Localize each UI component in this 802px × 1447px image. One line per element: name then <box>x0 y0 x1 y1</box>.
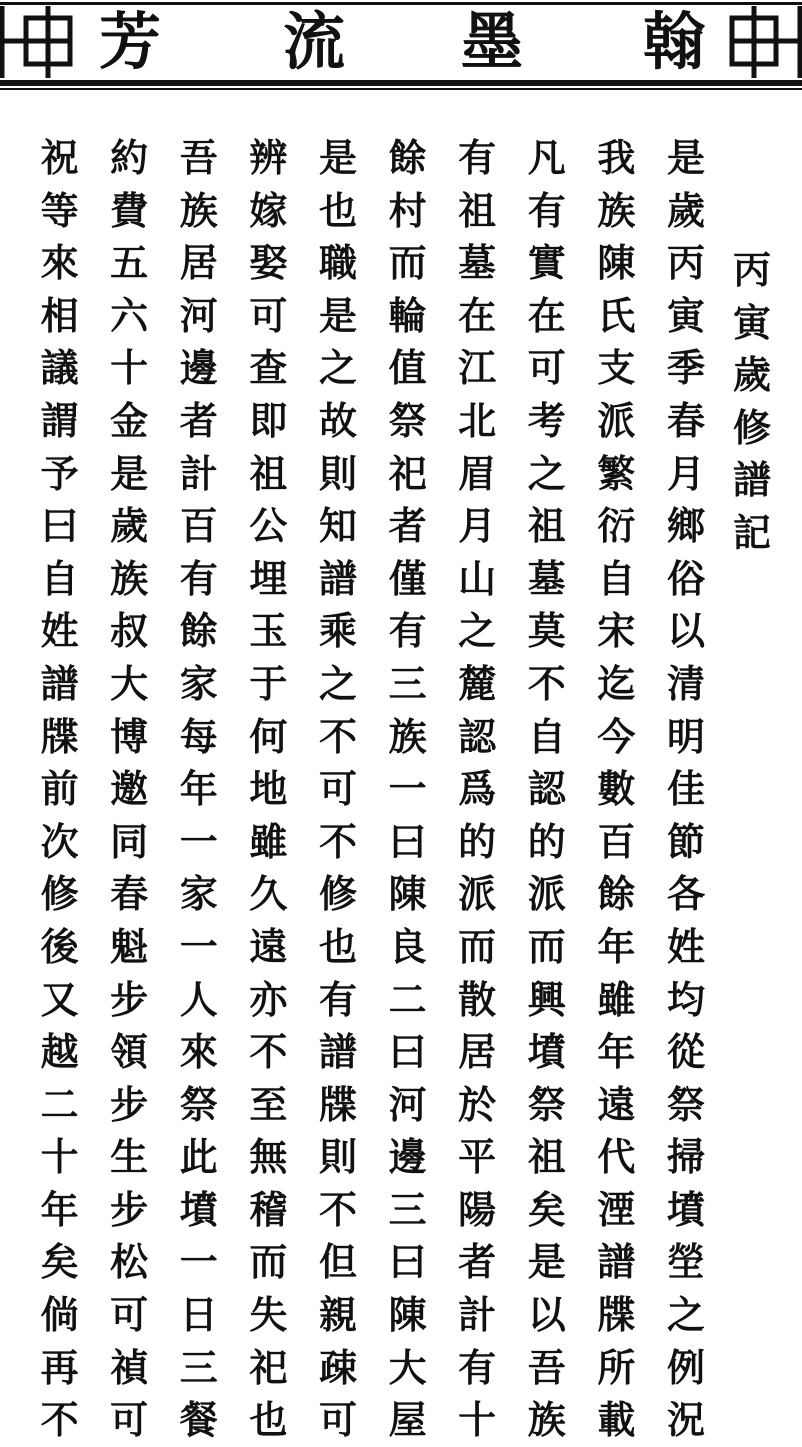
column-char: 一 <box>179 923 218 969</box>
column-char: 家 <box>179 660 218 706</box>
column-char: 姓 <box>40 608 79 654</box>
column-char: 衍 <box>597 503 636 549</box>
column-char: 陳 <box>388 871 427 917</box>
column-char: 大 <box>110 660 149 706</box>
heading-char: 寅 <box>732 299 771 345</box>
column-char: 來 <box>179 1029 218 1075</box>
column-char: 凡 <box>527 135 566 180</box>
column-char: 至 <box>249 1081 288 1127</box>
column-char: 例 <box>666 1344 705 1390</box>
column-char: 祀 <box>249 1344 288 1390</box>
column-char: 不 <box>249 1029 288 1075</box>
column-char: 埋 <box>249 555 288 601</box>
column-char: 譜 <box>318 555 357 601</box>
text-column <box>384 132 432 1447</box>
column-char: 有 <box>318 976 357 1022</box>
column-char: 墳 <box>666 1186 705 1232</box>
column-char: 有 <box>388 608 427 654</box>
header-banner <box>0 0 802 88</box>
column-char: 月 <box>458 503 497 549</box>
column-char: 輪 <box>388 292 427 338</box>
column-char: 眉 <box>458 450 497 496</box>
text-column <box>314 132 362 1447</box>
column-char: 可 <box>527 345 566 391</box>
column-char: 在 <box>527 292 566 338</box>
column-char: 越 <box>40 1029 79 1075</box>
banner-title-char-3: 墨 <box>460 5 523 78</box>
column-char: 歲 <box>110 503 149 549</box>
column-char: 是 <box>318 292 357 338</box>
column-char: 墓 <box>527 555 566 601</box>
document-body <box>28 132 788 1443</box>
column-char: 以 <box>527 1292 566 1338</box>
column-char: 牒 <box>597 1292 636 1338</box>
column-char: 值 <box>388 345 427 391</box>
column-char: 叔 <box>110 608 149 654</box>
column-char: 於 <box>458 1081 497 1127</box>
column-char: 乘 <box>318 608 357 654</box>
column-char: 而 <box>249 1239 288 1285</box>
column-char: 自 <box>40 555 79 601</box>
column-char: 三 <box>388 1186 427 1232</box>
text-column <box>36 132 84 1447</box>
column-char: 不 <box>40 1397 79 1443</box>
column-char: 祖 <box>527 1134 566 1180</box>
column-char: 大 <box>388 1344 427 1390</box>
column-char: 居 <box>179 240 218 286</box>
column-char: 遠 <box>249 923 288 969</box>
column-char: 此 <box>179 1134 218 1180</box>
column-char: 派 <box>458 871 497 917</box>
column-char: 有 <box>458 1344 497 1390</box>
column-char: 是 <box>527 1239 566 1285</box>
column-char: 湮 <box>597 1186 636 1232</box>
column-char: 曰 <box>388 1239 427 1285</box>
column-char: 之 <box>458 608 497 654</box>
column-char: 譜 <box>318 1029 357 1075</box>
column-char: 三 <box>179 1344 218 1390</box>
column-char: 況 <box>666 1397 705 1443</box>
column-char: 陳 <box>388 1292 427 1338</box>
text-column <box>523 132 571 1447</box>
column-char: 魁 <box>110 923 149 969</box>
column-char: 姓 <box>666 923 705 969</box>
column-char: 百 <box>179 503 218 549</box>
column-char: 親 <box>318 1292 357 1338</box>
column-char: 玉 <box>249 608 288 654</box>
column-char: 來 <box>40 240 79 286</box>
column-char: 餐 <box>179 1397 218 1443</box>
column-char: 莫 <box>527 608 566 654</box>
column-char: 者 <box>179 397 218 443</box>
column-char: 雖 <box>249 818 288 864</box>
column-char: 生 <box>110 1134 149 1180</box>
column-char: 氏 <box>597 292 636 338</box>
column-char: 麓 <box>458 660 497 706</box>
column-char: 查 <box>249 345 288 391</box>
text-column <box>592 132 640 1447</box>
column-char: 村 <box>388 187 427 233</box>
column-char: 地 <box>249 766 288 812</box>
column-char: 失 <box>249 1292 288 1338</box>
column-char: 所 <box>597 1344 636 1390</box>
column-char: 興 <box>527 976 566 1022</box>
column-char: 屋 <box>388 1397 427 1443</box>
column-char: 迄 <box>597 660 636 706</box>
column-char: 宋 <box>597 608 636 654</box>
column-char: 的 <box>458 818 497 864</box>
column-char: 步 <box>110 976 149 1022</box>
column-char: 計 <box>179 450 218 496</box>
column-char: 不 <box>318 818 357 864</box>
column-char: 議 <box>40 345 79 391</box>
column-char: 吾 <box>179 135 218 180</box>
column-char: 載 <box>597 1397 636 1443</box>
column-char: 在 <box>458 292 497 338</box>
column-char: 北 <box>458 397 497 443</box>
fret-ornament-left-icon <box>0 4 78 80</box>
column-char: 禎 <box>110 1344 149 1390</box>
column-char: 不 <box>318 713 357 759</box>
column-char: 以 <box>666 608 705 654</box>
column-char: 步 <box>110 1081 149 1127</box>
column-char: 之 <box>318 660 357 706</box>
column-char: 不 <box>318 1186 357 1232</box>
column-char: 月 <box>666 450 705 496</box>
column-char: 者 <box>458 1239 497 1285</box>
column-char: 等 <box>40 187 79 233</box>
column-char: 可 <box>110 1397 149 1443</box>
column-char: 考 <box>527 397 566 443</box>
column-char: 之 <box>527 450 566 496</box>
column-char: 派 <box>527 871 566 917</box>
banner-bottom-rule <box>0 80 802 86</box>
column-char: 河 <box>388 1081 427 1127</box>
text-column <box>175 132 223 1447</box>
heading-char: 丙 <box>732 247 771 292</box>
column-char: 五 <box>110 240 149 286</box>
column-char: 爲 <box>458 766 497 812</box>
column-char: 是 <box>318 135 357 180</box>
column-char: 自 <box>527 713 566 759</box>
column-char: 一 <box>179 1239 218 1285</box>
column-char: 每 <box>179 713 218 759</box>
column-char: 一 <box>179 818 218 864</box>
column-char: 族 <box>597 187 636 233</box>
column-char: 代 <box>597 1134 636 1180</box>
column-char: 三 <box>388 660 427 706</box>
column-char: 疎 <box>318 1344 357 1390</box>
column-char: 嫁 <box>249 187 288 233</box>
column-char: 計 <box>458 1292 497 1338</box>
column-char: 矣 <box>40 1239 79 1285</box>
column-char: 歲 <box>666 187 705 233</box>
column-char: 但 <box>318 1239 357 1285</box>
column-char: 矣 <box>527 1186 566 1232</box>
column-char: 邀 <box>110 766 149 812</box>
column-char: 次 <box>40 818 79 864</box>
column-char: 認 <box>527 766 566 812</box>
column-char: 吾 <box>527 1344 566 1390</box>
column-char: 六 <box>110 292 149 338</box>
column-char: 季 <box>666 345 705 391</box>
column-char: 祀 <box>388 450 427 496</box>
column-char: 予 <box>40 450 79 496</box>
column-char: 故 <box>318 397 357 443</box>
column-char: 繁 <box>597 450 636 496</box>
text-column <box>244 132 292 1447</box>
column-char: 可 <box>249 292 288 338</box>
column-char: 曰 <box>40 503 79 549</box>
column-char: 支 <box>597 345 636 391</box>
column-char: 春 <box>666 397 705 443</box>
column-char: 實 <box>527 240 566 286</box>
column-char: 散 <box>458 976 497 1022</box>
column-char: 牒 <box>318 1081 357 1127</box>
column-char: 年 <box>597 923 636 969</box>
column-char: 也 <box>318 187 357 233</box>
column-char: 祭 <box>388 397 427 443</box>
column-char: 于 <box>249 660 288 706</box>
column-char: 一 <box>388 766 427 812</box>
column-char: 曰 <box>388 1029 427 1075</box>
column-char: 陽 <box>458 1186 497 1232</box>
column-char: 族 <box>110 555 149 601</box>
column-char: 亦 <box>249 976 288 1022</box>
column-char: 步 <box>110 1186 149 1232</box>
column-char: 也 <box>318 923 357 969</box>
banner-bottom-thin-rule <box>0 88 802 90</box>
column-char: 不 <box>527 660 566 706</box>
column-char: 金 <box>110 397 149 443</box>
column-char: 祭 <box>179 1081 218 1127</box>
column-char: 則 <box>318 450 357 496</box>
column-char: 何 <box>249 713 288 759</box>
column-char: 清 <box>666 660 705 706</box>
column-char: 年 <box>40 1186 79 1232</box>
column-char: 十 <box>40 1134 79 1180</box>
column-char: 無 <box>249 1134 288 1180</box>
column-char: 邊 <box>179 345 218 391</box>
column-char: 牒 <box>40 713 79 759</box>
column-char: 年 <box>597 1029 636 1075</box>
column-char: 則 <box>318 1134 357 1180</box>
column-char: 費 <box>110 187 149 233</box>
column-char: 有 <box>179 555 218 601</box>
column-char: 各 <box>666 871 705 917</box>
column-char: 僅 <box>388 555 427 601</box>
column-char: 丙 <box>666 240 705 286</box>
column-char: 寅 <box>666 292 705 338</box>
column-char: 遠 <box>597 1081 636 1127</box>
column-char: 俗 <box>666 555 705 601</box>
heading-char: 記 <box>732 509 771 555</box>
column-char: 墳 <box>179 1186 218 1232</box>
column-char: 辨 <box>249 135 288 180</box>
column-char: 墳 <box>527 1029 566 1075</box>
column-char: 自 <box>597 555 636 601</box>
column-char: 邊 <box>388 1134 427 1180</box>
column-char: 我 <box>597 135 636 180</box>
column-char: 知 <box>318 503 357 549</box>
column-char: 同 <box>110 818 149 864</box>
column-char: 即 <box>249 397 288 443</box>
column-char: 而 <box>458 923 497 969</box>
column-char: 良 <box>388 923 427 969</box>
column-char: 平 <box>458 1134 497 1180</box>
column-char: 江 <box>458 345 497 391</box>
column-char: 是 <box>666 135 705 180</box>
column-char: 從 <box>666 1029 705 1075</box>
column-char: 節 <box>666 818 705 864</box>
column-char: 娶 <box>249 240 288 286</box>
column-char: 春 <box>110 871 149 917</box>
column-char: 而 <box>527 923 566 969</box>
column-char: 十 <box>458 1397 497 1443</box>
column-char: 是 <box>110 450 149 496</box>
column-char: 又 <box>40 976 79 1022</box>
column-char: 人 <box>179 976 218 1022</box>
column-char: 有 <box>527 187 566 233</box>
column-char: 族 <box>388 713 427 759</box>
heading-char: 修 <box>732 404 771 450</box>
column-char: 掃 <box>666 1134 705 1180</box>
column-char: 祭 <box>666 1081 705 1127</box>
column-char: 河 <box>179 292 218 338</box>
banner-title-char-1: 芳 <box>98 5 161 78</box>
column-char: 職 <box>318 240 357 286</box>
column-char: 族 <box>179 187 218 233</box>
text-column <box>662 132 710 1447</box>
column-char: 餘 <box>388 135 427 180</box>
column-char: 日 <box>179 1292 218 1338</box>
column-char: 山 <box>458 555 497 601</box>
column-char: 墓 <box>458 240 497 286</box>
column-char: 二 <box>388 976 427 1022</box>
column-char: 明 <box>666 713 705 759</box>
column-char: 居 <box>458 1029 497 1075</box>
column-char: 祝 <box>40 135 79 180</box>
column-char: 相 <box>40 292 79 338</box>
column-char: 均 <box>666 976 705 1022</box>
column-char: 譜 <box>597 1239 636 1285</box>
column-char: 修 <box>318 871 357 917</box>
column-char: 者 <box>388 503 427 549</box>
banner-title-char-4: 翰 <box>642 5 705 78</box>
banner-title-char-2: 流 <box>282 5 345 78</box>
fret-ornament-right-icon <box>724 4 802 80</box>
column-char: 之 <box>666 1292 705 1338</box>
column-char: 約 <box>110 135 149 180</box>
column-char: 餘 <box>179 608 218 654</box>
column-char: 家 <box>179 871 218 917</box>
column-char: 久 <box>249 871 288 917</box>
text-column <box>105 132 153 1447</box>
column-char: 曰 <box>388 818 427 864</box>
column-char: 可 <box>110 1292 149 1338</box>
column-char: 前 <box>40 766 79 812</box>
column-char: 餘 <box>597 871 636 917</box>
column-char: 再 <box>40 1344 79 1390</box>
column-char: 稽 <box>249 1186 288 1232</box>
column-char: 之 <box>318 345 357 391</box>
column-char: 可 <box>318 766 357 812</box>
column-char: 松 <box>110 1239 149 1285</box>
document-heading <box>728 244 776 560</box>
column-char: 佳 <box>666 766 705 812</box>
column-char: 數 <box>597 766 636 812</box>
column-char: 年 <box>179 766 218 812</box>
column-char: 祖 <box>527 503 566 549</box>
heading-char: 譜 <box>732 457 771 503</box>
column-char: 祭 <box>527 1081 566 1127</box>
column-char: 謂 <box>40 397 79 443</box>
column-char: 倘 <box>40 1292 79 1338</box>
column-char: 雖 <box>597 976 636 1022</box>
column-char: 塋 <box>666 1239 705 1285</box>
column-char: 博 <box>110 713 149 759</box>
column-char: 祖 <box>458 187 497 233</box>
column-char: 可 <box>318 1397 357 1443</box>
column-char: 派 <box>597 397 636 443</box>
column-char: 十 <box>110 345 149 391</box>
column-char: 陳 <box>597 240 636 286</box>
column-char: 修 <box>40 871 79 917</box>
column-char: 後 <box>40 923 79 969</box>
column-char: 今 <box>597 713 636 759</box>
column-char: 百 <box>597 818 636 864</box>
column-char: 領 <box>110 1029 149 1075</box>
column-char: 的 <box>527 818 566 864</box>
column-char: 公 <box>249 503 288 549</box>
column-char: 祖 <box>249 450 288 496</box>
column-char: 族 <box>527 1397 566 1443</box>
column-char: 也 <box>249 1397 288 1443</box>
column-char: 鄉 <box>666 503 705 549</box>
column-char: 有 <box>458 135 497 180</box>
column-char: 譜 <box>40 660 79 706</box>
text-column <box>453 132 501 1447</box>
heading-char: 歲 <box>732 352 771 398</box>
column-char: 而 <box>388 240 427 286</box>
column-char: 認 <box>458 713 497 759</box>
column-char: 二 <box>40 1081 79 1127</box>
